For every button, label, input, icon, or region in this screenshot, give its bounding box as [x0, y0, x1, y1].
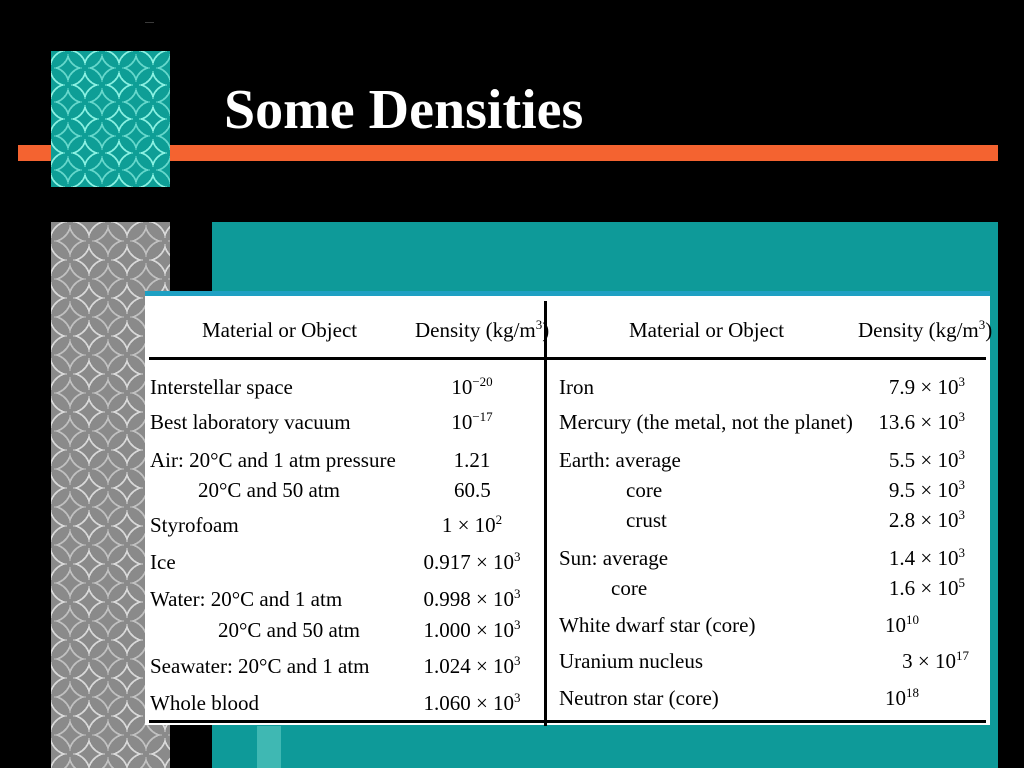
left-row-density: $1.000 \times 10^3$: [423, 617, 521, 642]
left-row-density: $10^{-20}$: [451, 374, 493, 399]
left-row-density: $1 \times 10^2$: [441, 512, 503, 537]
right-row-density: $1.4 \times 10^3$: [888, 545, 965, 570]
right-row-label: Neutron star (core): [559, 686, 719, 710]
right-row-density: $5.5 \times 10^3$: [888, 447, 965, 472]
right-row-density: $3 \times 10^{17}$: [902, 648, 969, 673]
title-decoration-square: [51, 51, 170, 187]
table-bottom-rule: [149, 720, 986, 723]
right-row-label: Sun: average: [559, 546, 669, 570]
right-row-label: Earth: average: [559, 448, 681, 472]
header-material-right: Material or Object: [629, 318, 785, 342]
left-row-density: $10^{-17}$: [451, 409, 493, 434]
right-row-label: Iron: [559, 375, 594, 399]
right-row-label: core: [611, 576, 648, 600]
table-divider-vertical: [544, 301, 547, 726]
left-row-label: Air: 20°C and 1 atm pressure: [150, 448, 396, 472]
header-density-left: Density $(kg/m^3)$: [415, 317, 550, 342]
right-row-label: crust: [626, 508, 667, 532]
right-row-label: Mercury (the metal, not the planet): [559, 410, 853, 434]
right-row-label: Uranium nucleus: [559, 649, 704, 673]
left-row-label: Ice: [150, 550, 176, 574]
left-row-density: $0.998 \times 10^3$: [423, 586, 521, 611]
left-row-label: 20°C and 50 atm: [198, 478, 340, 502]
densities-table: [145, 291, 993, 725]
right-row-density: $9.5 \times 10^3$: [888, 477, 965, 502]
left-row-density: 1.21: [453, 448, 491, 472]
left-row-label: Whole blood: [150, 691, 260, 715]
table-header-rule: [149, 357, 986, 360]
header-material-left: Material or Object: [202, 318, 358, 342]
title-underline-bar-left: [18, 145, 51, 161]
left-row-density: $1.024 \times 10^3$: [423, 653, 521, 678]
left-row-density: $1.060 \times 10^3$: [423, 690, 521, 715]
right-row-density: $7.9 \times 10^3$: [888, 374, 965, 399]
left-row-label: Water: 20°C and 1 atm: [150, 587, 343, 611]
right-row-label: core: [626, 478, 663, 502]
title-underline-bar: [170, 145, 998, 161]
right-row-density: $2.8 \times 10^3$: [888, 507, 965, 532]
right-row-density: $10^{10}$: [885, 612, 919, 637]
panel-accent-stripe: [257, 726, 281, 768]
right-row-density: $13.6 \times 10^3$: [878, 409, 965, 434]
header-density-right: Density $(kg/m^3)$: [858, 317, 993, 342]
left-row-label: Styrofoam: [150, 513, 239, 537]
left-row-label: Interstellar space: [150, 375, 293, 399]
right-row-density: $10^{18}$: [885, 685, 919, 710]
left-row-label: Best laboratory vacuum: [150, 410, 351, 434]
right-row-label: White dwarf star (core): [559, 613, 756, 637]
right-row-density: $1.6 \times 10^5$: [888, 575, 965, 600]
left-row-density: $0.917 \times 10^3$: [423, 549, 521, 574]
left-row-label: 20°C and 50 atm: [218, 618, 360, 642]
slide-corner-mark: [145, 22, 154, 23]
left-row-label: Seawater: 20°C and 1 atm: [150, 654, 370, 678]
slide-title: Some Densities: [224, 79, 584, 141]
left-row-density: 60.5: [454, 478, 491, 502]
